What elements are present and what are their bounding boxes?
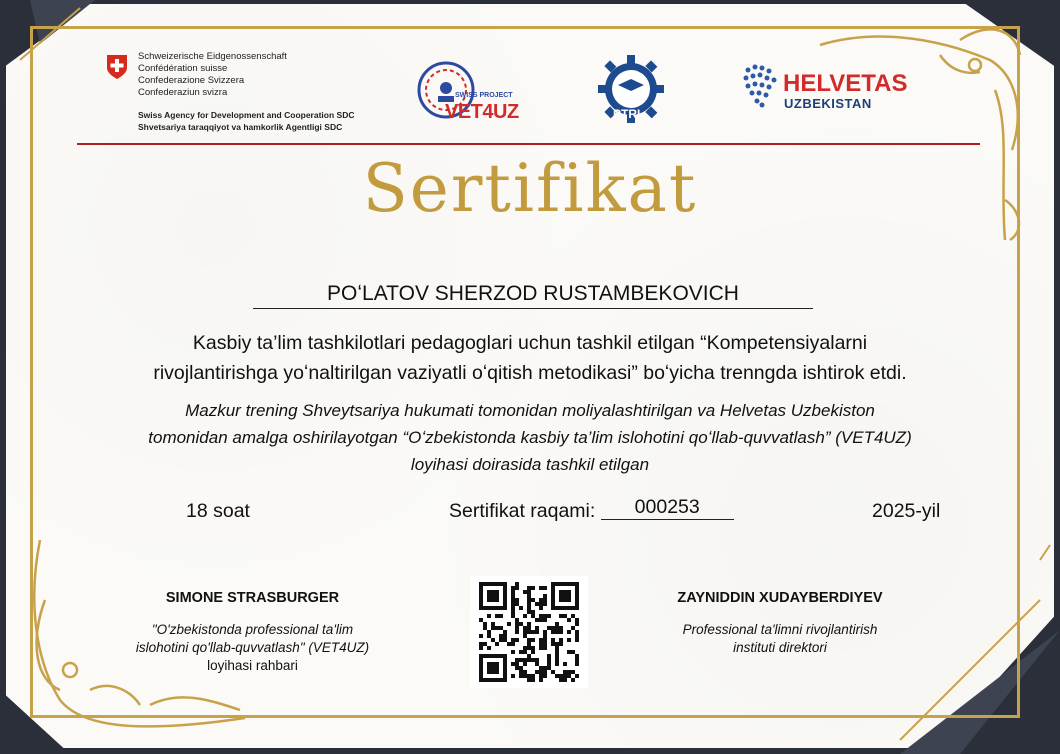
- left-signatory-role: "O'zbekistonda professional ta'lim islohotini qo'llab-quvvatlash" (VET4UZ) loyihasi rahbari: [135, 622, 370, 673]
- certificate-note: Mazkur trening Shveytsariya hukumati tomonidan moliyalashtirilgan va Helvetas Uzbekiston tomonidan amalga oshirilayotgan “Oʻzbekistonda kasbiy ta’lim islohotini qoʻllab-quvvatlash” (VET4UZ) loyihasi doirasida tashkil etilgan: [148, 401, 912, 474]
- certificate-title: Sertifikat: [362, 150, 698, 227]
- helvetas-subtitle: UZBEKISTAN: [784, 96, 872, 111]
- certificate-number-label: Sertifikat raqami:: [449, 500, 601, 522]
- left-signatory-name: SIMONE STRASBURGER: [165, 590, 340, 606]
- certificate-description: Kasbiy ta’lim tashkilotlari pedagoglari uchun tashkil etilgan “Kompetensiyalarni rivojlantirishga yoʻnaltirilgan vaziyatli oʻqitish metodikasi” boʻyicha trenngda ishtirok etdi.: [153, 332, 907, 384]
- vet4uz-logo: VET4UZ: [445, 101, 519, 123]
- certificate-number-row: [449, 496, 734, 524]
- training-hours: 18 soat: [186, 500, 250, 522]
- right-signatory-role: Professional ta'limni rivojlantirish instituti direktori: [682, 622, 878, 655]
- right-signatory-name: ZAYNIDDIN XUDAYBERDIYEV: [677, 590, 883, 606]
- header-divider: [77, 143, 980, 145]
- certificate-number: 000253: [601, 496, 734, 520]
- recipient-name: POʻLATOV SHERZOD RUSTAMBEKOVICH: [253, 282, 813, 309]
- swiss-confederation-text: Schweizerische Eidgenossenschaft Confédération suisse Confederazione Svizzera Confederaziun svizra Swiss Agency for Development and Cooperation SDC Shvetsariya taraqqiyot va hamkorlik Agentligi SDC: [138, 51, 355, 132]
- ptri-logo: PTRI: [613, 107, 641, 121]
- vet4uz-subtitle: SWISS PROJECT: [455, 92, 513, 99]
- helvetas-logo: HELVETAS: [783, 70, 908, 97]
- qr-code-icon: [470, 576, 588, 688]
- qr-code[interactable]: [470, 576, 588, 688]
- certificate-year: 2025-yil: [872, 500, 941, 522]
- helvetas-globe-icon: [740, 60, 784, 112]
- swiss-cross-icon: [106, 54, 128, 80]
